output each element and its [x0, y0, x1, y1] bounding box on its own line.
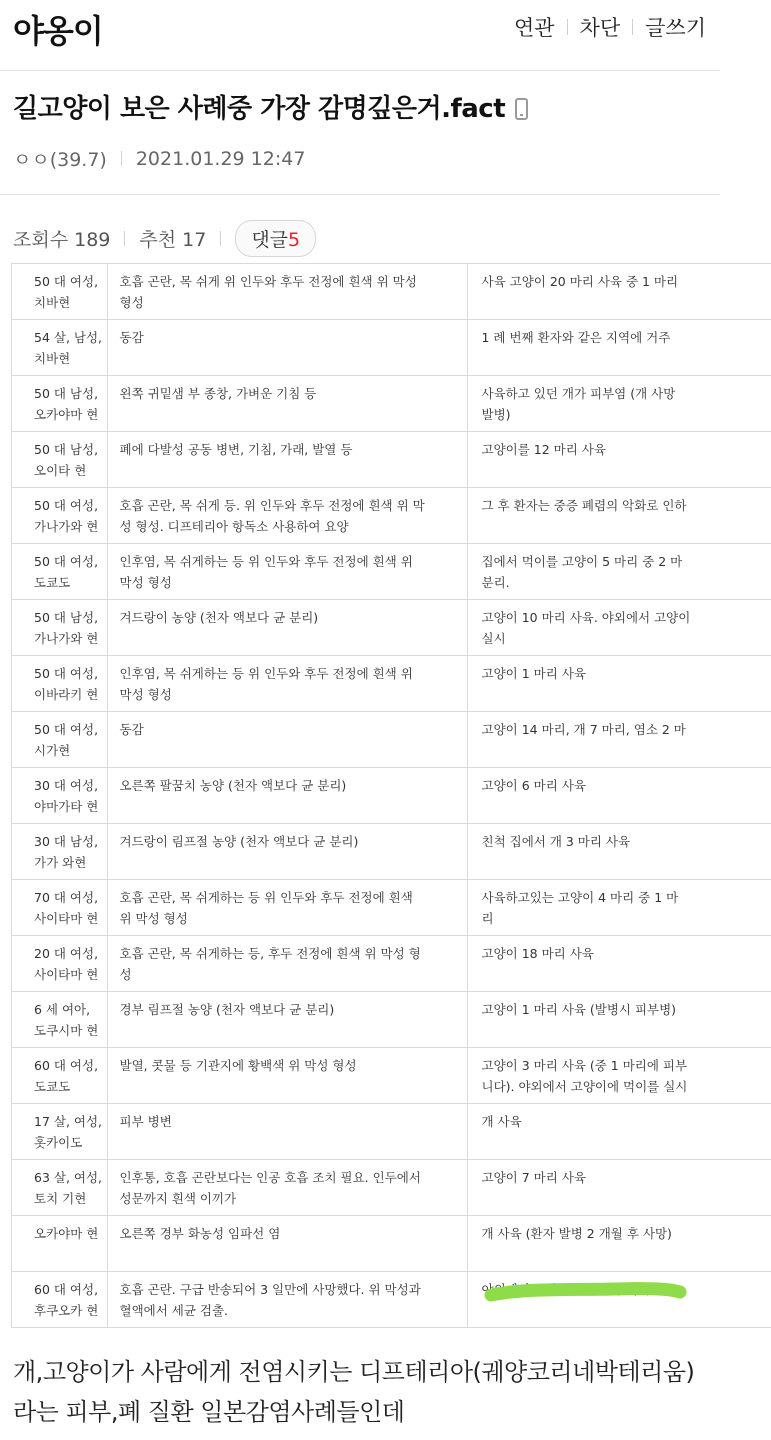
- notes-cell: [467, 1160, 771, 1216]
- notes-cell: [467, 600, 771, 656]
- patient-cell: [11, 992, 107, 1048]
- patient-cell: [11, 768, 107, 824]
- symptom-cell-line: 혈액에서 세균 검출.: [119, 1303, 229, 1318]
- patient-cell: [11, 1104, 107, 1160]
- table-row: [11, 992, 771, 1048]
- post-body-text: 개,고양이가 사람에게 전염시키는 디프테리아(궤양코리네박테리움) 라는 피부,폐 질환 일본감염사례들인데: [13, 1358, 695, 1426]
- symptom-cell: [107, 1216, 467, 1272]
- notes-cell-line: 사육하고 있던 개가 피부염 (개 사망: [481, 386, 676, 401]
- patient-cell-line: 토치 기현: [34, 1191, 87, 1206]
- symptom-cell-line: 호흡 곤란. 구급 반송되어 3 일만에 사망했다. 위 막성과: [119, 1282, 421, 1297]
- nav-divider: [567, 19, 568, 35]
- symptom-cell-line: 피부 병변: [119, 1114, 172, 1129]
- comments-button[interactable]: [235, 220, 316, 257]
- table-row: [11, 768, 771, 824]
- stats-divider: [220, 231, 221, 246]
- table-left-border: [11, 488, 12, 543]
- notes-cell-line: 고양이 6 마리 사육: [481, 778, 586, 793]
- patient-cell-line: 50 대 여성,: [34, 666, 99, 681]
- symptom-cell-line: 성문까지 흰색 이끼가: [119, 1191, 237, 1206]
- symptom-cell: [107, 1272, 467, 1328]
- table-left-border: [11, 376, 12, 431]
- notes-cell-line: 고양이 3 마리 사육 (중 1 마리에 피부: [481, 1058, 688, 1073]
- notes-cell: [467, 264, 771, 320]
- patient-cell: [11, 600, 107, 656]
- patient-cell-line: 50 대 남성,: [34, 442, 99, 457]
- post-datetime: 2021.01.29 12:47: [135, 147, 306, 170]
- patient-cell-line: 6 세 여아,: [34, 1002, 91, 1017]
- symptom-cell-line: 오른쪽 팔꿈치 농양 (천자 액보다 균 분리): [119, 778, 347, 793]
- patient-cell-line: 30 대 남성,: [34, 834, 99, 849]
- notes-cell: [467, 488, 771, 544]
- stats-divider: [124, 231, 125, 246]
- patient-cell: [11, 1216, 107, 1272]
- notes-cell-line: 친척 집에서 개 3 마리 사육: [481, 834, 631, 849]
- notes-cell-line: 사육하고있는 고양이 4 마리 중 1 마: [481, 890, 679, 905]
- symptom-cell: [107, 600, 467, 656]
- notes-cell: [467, 320, 771, 376]
- table-left-border: [11, 936, 12, 991]
- notes-cell-line: 고양이 10 마리 사육. 야외에서 고양이: [481, 610, 691, 625]
- table-left-border: [11, 656, 12, 711]
- mobile-phone-icon: [515, 98, 528, 120]
- table-row: [11, 264, 771, 320]
- patient-cell-line: 시가현: [34, 743, 71, 758]
- patient-cell-line: 이바라키 현: [34, 687, 99, 702]
- symptom-cell-line: 동감: [119, 330, 144, 345]
- symptom-cell-line: 호흡 곤란, 목 쉬게 위 인두와 후두 전정에 흰색 위 막성: [119, 274, 417, 289]
- notes-cell: [467, 656, 771, 712]
- meta-divider-line: [0, 194, 720, 195]
- notes-cell: [467, 936, 771, 992]
- symptom-cell-line: 인후통, 호흡 곤란보다는 인공 호흡 조치 필요. 인두에서: [119, 1170, 421, 1185]
- post-stats: [13, 220, 316, 257]
- table-row: [11, 656, 771, 712]
- patient-cell: [11, 656, 107, 712]
- recommend-count: 추천 17: [139, 229, 207, 251]
- patient-cell: [11, 432, 107, 488]
- patient-cell-line: 도쿄도: [34, 1079, 71, 1094]
- write-link[interactable]: 글쓰기: [645, 16, 706, 40]
- symptom-cell-line: 형성: [119, 295, 144, 310]
- notes-cell: [467, 432, 771, 488]
- symptom-cell-line: 동감: [119, 722, 144, 737]
- patient-cell-line: 30 대 여성,: [34, 778, 99, 793]
- view-count: 조회수 189: [13, 229, 111, 251]
- patient-cell-line: 가나가와 현: [34, 519, 99, 534]
- case-table: [11, 263, 771, 1328]
- notes-cell: [467, 1216, 771, 1272]
- patient-cell-line: 63 살, 여성,: [34, 1170, 103, 1185]
- patient-cell: [11, 320, 107, 376]
- patient-cell-line: 50 대 여성,: [34, 722, 99, 737]
- patient-cell-line: 치바현: [34, 351, 71, 366]
- patient-cell-line: 치바현: [34, 295, 71, 310]
- table-left-border: [11, 1272, 12, 1327]
- symptom-cell: [107, 880, 467, 936]
- symptom-cell: [107, 264, 467, 320]
- notes-cell: [467, 376, 771, 432]
- symptom-cell-line: 발열, 콧물 등 기관지에 황백색 위 막성 형성: [119, 1058, 357, 1073]
- table-left-border: [11, 600, 12, 655]
- symptom-cell-line: 호흡 곤란, 목 쉬게하는 등 위 인두와 후두 전정에 흰색: [119, 890, 413, 905]
- symptom-cell: [107, 992, 467, 1048]
- patient-cell-line: 야마가타 현: [34, 799, 99, 814]
- patient-cell: [11, 824, 107, 880]
- table-left-border: [11, 824, 12, 879]
- patient-cell-line: 50 대 남성,: [34, 610, 99, 625]
- table-left-border: [11, 1104, 12, 1159]
- meta-divider: [121, 151, 122, 166]
- table-row: [11, 432, 771, 488]
- block-link[interactable]: 차단: [579, 16, 621, 40]
- notes-cell-line: 분리.: [481, 575, 510, 590]
- notes-cell-line: 고양이 1 마리 사육 (발병시 피부병): [481, 1002, 677, 1017]
- patient-cell: [11, 712, 107, 768]
- notes-cell-line: 1 례 번째 환자와 같은 지역에 거주: [481, 330, 671, 345]
- patient-cell-line: 후쿠오카 현: [34, 1303, 99, 1318]
- symptom-cell-line: 성 형성. 디프테리아 항독소 사용하여 요양: [119, 519, 349, 534]
- table-left-border: [11, 712, 12, 767]
- patient-cell: [11, 544, 107, 600]
- notes-cell: [467, 1048, 771, 1104]
- symptom-cell-line: 호흡 곤란, 목 쉬게하는 등, 후두 전정에 흰색 위 막성 형: [119, 946, 421, 961]
- patient-cell: [11, 376, 107, 432]
- patient-cell: [11, 936, 107, 992]
- patient-cell-line: 50 대 여성,: [34, 274, 99, 289]
- notes-cell-line: 고양이 7 마리 사육: [481, 1170, 586, 1185]
- table-left-border: [11, 320, 12, 375]
- symptom-cell-line: 겨드랑이 농양 (천자 액보다 균 분리): [119, 610, 319, 625]
- patient-cell-line: 60 대 여성,: [34, 1282, 99, 1297]
- patient-cell-line: 사이타마 현: [34, 911, 99, 926]
- symptom-cell: [107, 1104, 467, 1160]
- table-left-border: [11, 1216, 12, 1271]
- patient-cell-line: 오카야마 현: [34, 1226, 99, 1241]
- author-name[interactable]: ㅇㅇ(39.7): [13, 149, 107, 171]
- table-row: [11, 1104, 771, 1160]
- symptom-cell-line: 오른쪽 경부 화농성 임파선 염: [119, 1226, 281, 1241]
- highlight-path: [491, 1289, 680, 1295]
- notes-cell-line: 고양이 1 마리 사육: [481, 666, 586, 681]
- table-row: [11, 824, 771, 880]
- symptom-cell-line: 경부 림프절 농양 (천자 액보다 균 분리): [119, 1002, 335, 1017]
- patient-cell: [11, 880, 107, 936]
- patient-cell-line: 54 살, 남성,: [34, 330, 103, 345]
- notes-cell-line: 발병): [481, 407, 511, 422]
- table-left-border: [11, 1048, 12, 1103]
- related-link[interactable]: 연관: [513, 16, 555, 40]
- symptom-cell: [107, 936, 467, 992]
- notes-cell-line: 개 사육: [481, 1114, 522, 1129]
- top-bar: [0, 0, 720, 58]
- patient-cell-line: 17 살, 여성,: [34, 1114, 103, 1129]
- patient-cell: [11, 1048, 107, 1104]
- table-left-border: [11, 880, 12, 935]
- notes-cell-line: 그 후 환자는 중증 폐렴의 악화로 인하: [481, 498, 687, 513]
- notes-cell: [467, 824, 771, 880]
- table-row: [11, 880, 771, 936]
- notes-cell-line: 야외에서 고양이 3 마리가 먹이: [481, 1282, 651, 1297]
- notes-cell-line: 리: [481, 911, 494, 926]
- table-row: [11, 936, 771, 992]
- patient-cell: [11, 264, 107, 320]
- table-row: [11, 544, 771, 600]
- patient-cell: [11, 1160, 107, 1216]
- patient-cell-line: 70 대 여성,: [34, 890, 99, 905]
- symptom-cell-line: 겨드랑이 림프절 농양 (천자 액보다 균 분리): [119, 834, 359, 849]
- symptom-cell: [107, 1048, 467, 1104]
- symptom-cell-line: 폐에 다발성 공동 병변, 기침, 가래, 발열 등: [119, 442, 353, 457]
- gallery-title[interactable]: 야옹이: [13, 12, 103, 50]
- table-row: [11, 1048, 771, 1104]
- symptom-cell: [107, 544, 467, 600]
- patient-cell-line: 20 대 여성,: [34, 946, 99, 961]
- case-table-image: [11, 263, 720, 1318]
- symptom-cell: [107, 488, 467, 544]
- table-left-border: [11, 432, 12, 487]
- table-left-border: [11, 264, 12, 319]
- patient-cell: [11, 1272, 107, 1328]
- symptom-cell-line: 막성 형성: [119, 687, 172, 702]
- notes-cell-line: 고양이 18 마리 사육: [481, 946, 594, 961]
- patient-cell-line: 오이타 현: [34, 463, 87, 478]
- notes-cell-line: 집에서 먹이를 고양이 5 마리 중 2 마: [481, 554, 683, 569]
- patient-cell-line: 가나가와 현: [34, 631, 99, 646]
- notes-cell: [467, 544, 771, 600]
- patient-cell-line: 도쿄도: [34, 575, 71, 590]
- patient-cell-line: 가가 와현: [34, 855, 87, 870]
- top-nav: [514, 12, 706, 42]
- comments-label: 댓글: [251, 229, 289, 251]
- symptom-cell: [107, 656, 467, 712]
- patient-cell-line: 60 대 여성,: [34, 1058, 99, 1073]
- table-left-border: [11, 544, 12, 599]
- notes-cell-line: 실시: [481, 631, 506, 646]
- symptom-cell: [107, 824, 467, 880]
- symptom-cell-line: 성: [119, 967, 132, 982]
- symptom-cell-line: 막성 형성: [119, 575, 172, 590]
- table-left-border: [11, 1160, 12, 1215]
- green-highlight-stroke: [485, 1280, 685, 1304]
- table-row: [11, 712, 771, 768]
- notes-cell-line: 고양이 14 마리, 개 7 마리, 염소 2 마: [481, 722, 686, 737]
- post-meta: [13, 145, 305, 172]
- patient-cell: [11, 488, 107, 544]
- table-row: [11, 1160, 771, 1216]
- symptom-cell-line: 위 막성 형성: [119, 911, 188, 926]
- post-title-text: 길고양이 보은 사례중 가장 감명깊은거.fact: [13, 94, 506, 124]
- table-row: [11, 1216, 771, 1272]
- table-left-border: [11, 768, 12, 823]
- patient-cell-line: 50 대 여성,: [34, 554, 99, 569]
- symptom-cell: [107, 1160, 467, 1216]
- patient-cell-line: 50 대 여성,: [34, 498, 99, 513]
- notes-cell: [467, 992, 771, 1048]
- table-row: [11, 376, 771, 432]
- comments-count: 5: [288, 229, 301, 251]
- notes-cell-line: 고양이를 12 마리 사육: [481, 442, 606, 457]
- symptom-cell: [107, 376, 467, 432]
- patient-cell-line: 홋카이도: [34, 1135, 83, 1150]
- notes-cell: [467, 768, 771, 824]
- symptom-cell: [107, 432, 467, 488]
- symptom-cell-line: 인후염, 목 쉬게하는 등 위 인두와 후두 전정에 흰색 위: [119, 554, 413, 569]
- notes-cell-line: 개 사육 (환자 발병 2 개월 후 사망): [481, 1226, 672, 1241]
- header-divider: [0, 70, 720, 71]
- symptom-cell: [107, 768, 467, 824]
- symptom-cell-line: 인후염, 목 쉬게하는 등 위 인두와 후두 전정에 흰색 위: [119, 666, 413, 681]
- notes-cell: [467, 1104, 771, 1160]
- patient-cell-line: 도쿠시마 현: [34, 1023, 99, 1038]
- patient-cell-line: 50 대 남성,: [34, 386, 99, 401]
- patient-cell-line: 오카야마 현: [34, 407, 99, 422]
- notes-cell: [467, 880, 771, 936]
- symptom-cell-line: 왼쪽 귀밑샘 부 종창, 가벼운 기침 등: [119, 386, 317, 401]
- notes-cell-line: 사육 고양이 20 마리 사육 중 1 마리: [481, 274, 679, 289]
- symptom-cell-line: 호흡 곤란, 목 쉬게 등. 위 인두와 후두 전정에 흰색 위 막: [119, 498, 425, 513]
- symptom-cell: [107, 320, 467, 376]
- table-row: [11, 600, 771, 656]
- notes-cell-line: 니다). 야외에서 고양이에 먹이를 실시: [481, 1079, 688, 1094]
- table-left-border: [11, 992, 12, 1047]
- post-title: [13, 88, 528, 125]
- notes-cell: [467, 712, 771, 768]
- nav-divider: [632, 19, 633, 35]
- symptom-cell: [107, 712, 467, 768]
- patient-cell-line: 사이타마 현: [34, 967, 99, 982]
- table-row: [11, 320, 771, 376]
- table-row: [11, 488, 771, 544]
